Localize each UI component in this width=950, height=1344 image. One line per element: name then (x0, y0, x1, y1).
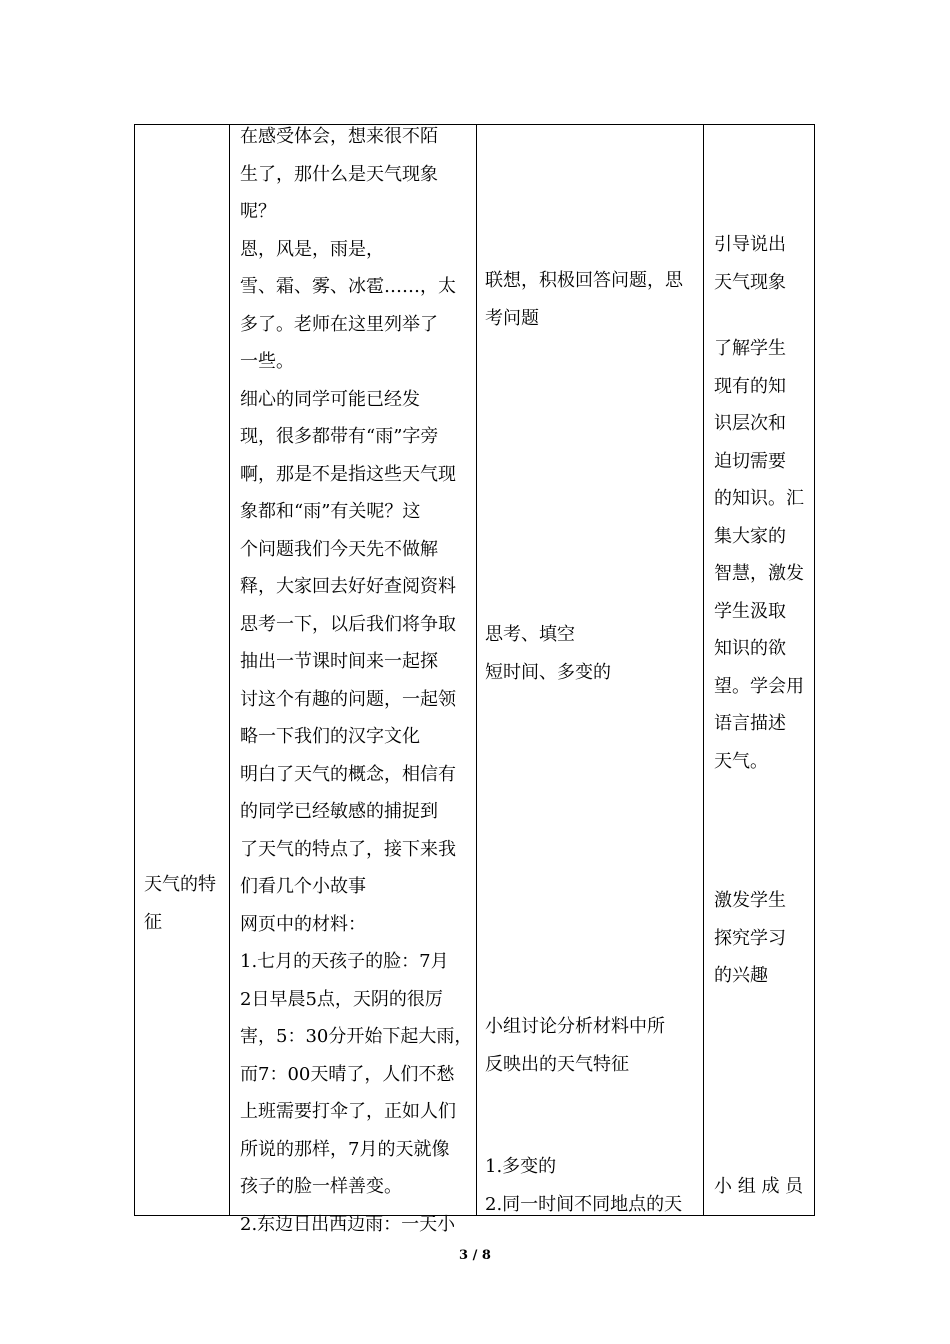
text-line: 上班需要打伞了，正如人们 (240, 1101, 456, 1122)
text-line: 反映出的天气特征 (485, 1053, 629, 1075)
text-line: 2.同一时间不同地点的天 (485, 1193, 683, 1215)
text-line: 明白了天气的概念，相信有 (240, 763, 456, 785)
text-line: 1.多变的 (485, 1156, 557, 1177)
text-line: 雪、霜、雾、冰雹……，太 (240, 276, 456, 297)
design-intent-block (714, 1168, 803, 1206)
text-line: 引导说出 (714, 234, 786, 255)
student-activity-block (485, 616, 611, 691)
text-line: 多了。老师在这里列举了 (240, 313, 438, 335)
text-line: 小组讨论分析材料中所 (485, 1016, 665, 1037)
student-activity-block (485, 1008, 665, 1083)
text-line: 所说的那样，7月的天就像 (240, 1138, 450, 1160)
design-intent-block (714, 882, 786, 995)
text-line: 抽出一节课时间来一起探 (240, 651, 438, 672)
text-line: 考问题 (485, 307, 539, 329)
text-line: 呢？ (240, 201, 276, 222)
text-line: 集大家的 (714, 525, 786, 547)
text-line: 学生汲取 (714, 600, 786, 622)
text-line: 一些。 (240, 351, 294, 372)
text-line: 讨这个有趣的问题，一起领 (240, 688, 456, 710)
text-line: 天气。 (714, 750, 768, 772)
text-line: 智慧，激发 (714, 563, 804, 584)
student-activity-block (485, 262, 683, 337)
teacher-activity-cell (240, 118, 472, 1243)
text-line: 个问题我们今天先不做解 (240, 538, 438, 560)
text-line: 知识的欲 (714, 638, 786, 659)
text-line: 天气现象 (714, 271, 786, 293)
text-line: 的知识。汇 (714, 488, 804, 509)
text-line: 害，5：30分开始下起大雨， (240, 1026, 473, 1047)
text-line: 的同学已经敏感的捕捉到 (240, 801, 438, 822)
text-line: 略一下我们的汉字文化 (240, 726, 420, 747)
text-line: 而7：00天晴了，人们不愁 (240, 1063, 455, 1085)
page-number: 3 / 8 (459, 1248, 491, 1263)
text-line: 激发学生 (714, 890, 786, 911)
topic-cell (144, 866, 216, 941)
text-line: 1.七月的天孩子的脸：7月 (240, 951, 449, 972)
text-line: 思考、填空 (485, 624, 575, 645)
column-divider (229, 124, 230, 1216)
text-line: 识层次和 (714, 413, 786, 434)
text-line: 恩，风是，雨是， (240, 238, 384, 260)
design-intent-block (714, 330, 804, 780)
text-line: 在感受体会，想来很不陌 (240, 126, 438, 147)
text-line: 细心的同学可能已经发 (240, 388, 420, 410)
text-line: 望。学会用 (714, 675, 804, 697)
text-line: 孩子的脸一样善变。 (240, 1176, 402, 1197)
text-line: 2日早晨5点，天阴的很厉 (240, 988, 443, 1010)
text-line: 生了，那什么是天气现象 (240, 163, 438, 185)
text-line: 思考一下，以后我们将争取 (240, 613, 456, 635)
text-line: 迫切需要 (714, 450, 786, 472)
text-line: 象都和“雨”有关呢？这 (240, 501, 421, 522)
text-line: 现，很多都带有“雨”字旁 (240, 426, 439, 447)
text-line: 释，大家回去好好查阅资料 (240, 576, 456, 597)
text-line: 2.东边日出西边雨：一天小 (240, 1213, 456, 1235)
text-line: 小 组 成 员 (714, 1176, 804, 1197)
text-line: 现有的知 (714, 375, 786, 397)
text-line: 啊，那是不是指这些天气现 (240, 463, 456, 485)
text-line: 了解学生 (714, 338, 786, 359)
text-line: 们看几个小故事 (240, 876, 366, 897)
text-line: 的兴趣 (714, 965, 768, 986)
text-line: 语言描述 (714, 713, 786, 734)
column-divider (476, 124, 477, 1216)
text-line: 网页中的材料： (240, 913, 366, 935)
text-line: 探究学习 (714, 927, 786, 949)
topic-line: 征 (144, 911, 162, 933)
column-divider (703, 124, 704, 1216)
text-line: 短时间、多变的 (485, 661, 611, 683)
text-line: 联想，积极回答问题，思 (485, 270, 683, 291)
design-intent-block (714, 226, 786, 301)
lesson-table (134, 124, 815, 1216)
topic-line: 天气的特 (144, 874, 216, 895)
student-activity-block (485, 1148, 682, 1223)
text-line: 了天气的特点了，接下来我 (240, 838, 456, 860)
